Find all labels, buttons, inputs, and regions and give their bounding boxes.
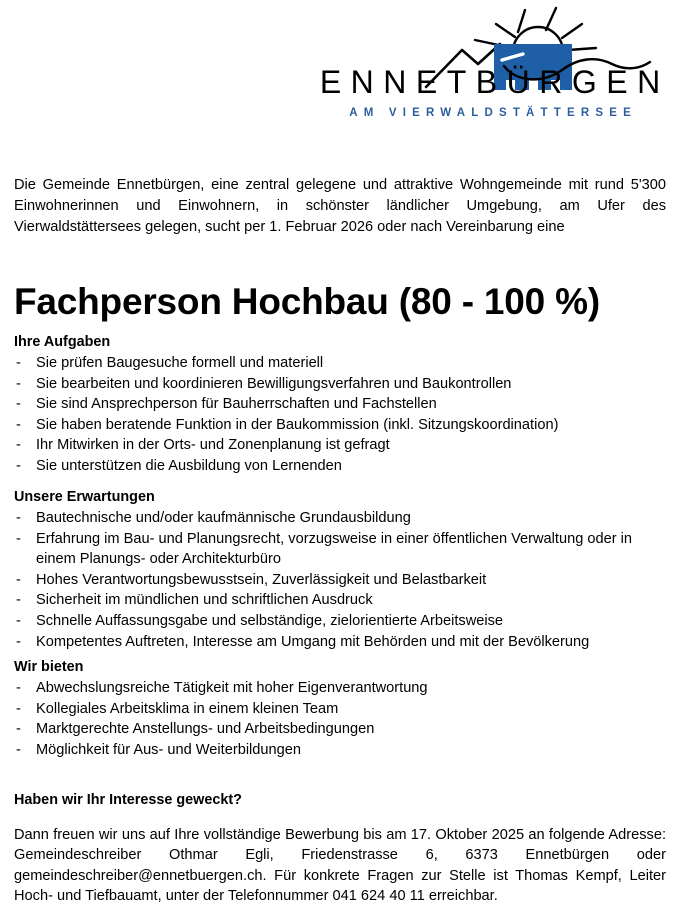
logo-subtitle: AM VIERWALDSTÄTTERSEE [349,107,637,119]
list-item [14,435,666,456]
section-bullet-list [14,508,666,652]
list-item [14,353,666,374]
bullet-marker: - [16,612,21,629]
bullet-marker: - [16,700,21,717]
section-ihre-aufgaben [14,332,666,477]
list-item [14,590,666,611]
page-title: Fachperson Hochbau (80 - 100 %) [14,280,600,322]
bullet-marker: - [16,741,21,758]
list-item-text: Sie unterstützen die Ausbildung von Lernenden [36,457,342,474]
section-bullet-list [14,353,666,477]
list-item [14,719,666,740]
list-item-text: Ihr Mitwirken in der Orts- und Zonenplanung ist gefragt [36,437,390,454]
bullet-marker: - [16,375,21,392]
section-heading: Ihre Aufgaben [14,334,111,350]
list-item [14,632,666,653]
list-item [14,740,666,761]
list-item [14,508,666,529]
list-item [14,415,666,436]
list-item-text: Schnelle Auffassungsgabe und selbständige, zielorientierte Arbeitsweise [36,612,504,629]
closing-paragraph: Dann freuen wir uns auf Ihre vollständige Bewerbung bis am 17. Oktober 2025 an folgende Adresse: Gemeindeschreiber Othmar Egli, Friedenstrasse 6, 6373 Ennetbürgen oder gemeindeschreiber@ennetbuergen.ch. Für konkrete Fragen zur Stelle ist Thomas Kempf, Leiter Hoch- und Tiefbauamt, unter der Telefonnummer 041 624 40 11 erreichbar. [14,826,666,905]
list-item-text: Sie haben beratende Funktion in der Baukommission (inkl. Sitzungskoordination) [36,416,559,433]
list-item [14,570,666,591]
list-item-text: Möglichkeit für Aus- und Weiterbildungen [36,741,301,758]
list-item [14,611,666,632]
list-item [14,394,666,415]
bullet-marker: - [16,633,21,650]
bullet-marker: - [16,530,21,547]
bullet-marker: - [16,571,21,588]
closing-block [14,790,666,922]
section-unsere-erwartungen [14,487,666,652]
section-bullet-list [14,678,666,760]
list-item-text: Abwechslungsreiche Tätigkeit mit hoher Eigenverantwortung [36,680,428,696]
bullet-marker: - [16,457,21,474]
section-heading: Unsere Erwartungen [14,489,155,505]
bullet-marker: - [16,721,21,738]
list-item-text: Sie sind Ansprechperson für Bauherrschaften und Fachstellen [36,396,437,413]
intro-paragraph: Die Gemeinde Ennetbürgen, eine zentral gelegene und attraktive Wohngemeinde mit rund 5'300 Einwohnerinnen und Einwohnern, in schönster ländlicher Umgebung, am Ufer des Vierwaldstättersees gelegen, sucht per 1. Februar 2026 oder nach Vereinbarung eine [14,176,666,235]
list-item-text: Sie bearbeiten und koordinieren Bewilligungsverfahren und Baukontrollen [36,375,512,392]
list-item-text: Sie prüfen Baugesuche formell und materiell [36,355,324,371]
section-wir-bieten [14,657,666,760]
list-item-text: Kompetentes Auftreten, Interesse am Umgang mit Behörden und mit der Bevölkerung [36,633,590,650]
list-item-text: Bautechnische und/oder kaufmännische Grundausbildung [36,510,411,526]
logo-wordmark: ENNETBÜRGEN [319,64,670,100]
bullet-marker: - [16,510,21,526]
list-item-text: Sicherheit im mündlichen und schriftlichen Ausdruck [36,592,373,609]
section-heading: Wir bieten [14,659,84,675]
bullet-marker: - [16,416,21,433]
list-item [14,374,666,395]
list-item-text: Erfahrung im Bau- und Planungsrecht, vorzugsweise in einer öffentlichen Verwaltung oder in einem Planungs- oder Architekturbüro [36,530,632,568]
list-item-text: Hohes Verantwortungsbewusstsein, Zuverlässigkeit und Belastbarkeit [36,571,487,588]
bullet-marker: - [16,396,21,413]
list-item-text: Kollegiales Arbeitsklima in einem kleinen Team [36,700,339,717]
list-item [14,678,666,699]
bullet-marker: - [16,437,21,454]
bullet-marker: - [16,680,21,696]
list-item-text: Marktgerechte Anstellungs- und Arbeitsbedingungen [36,721,375,738]
list-item [14,529,666,570]
bullet-marker: - [16,355,21,371]
list-item [14,456,666,477]
list-item [14,699,666,720]
bullet-marker: - [16,592,21,609]
municipality-logo [310,4,670,130]
closing-heading: Haben wir Ihr Interesse geweckt? [14,792,242,808]
